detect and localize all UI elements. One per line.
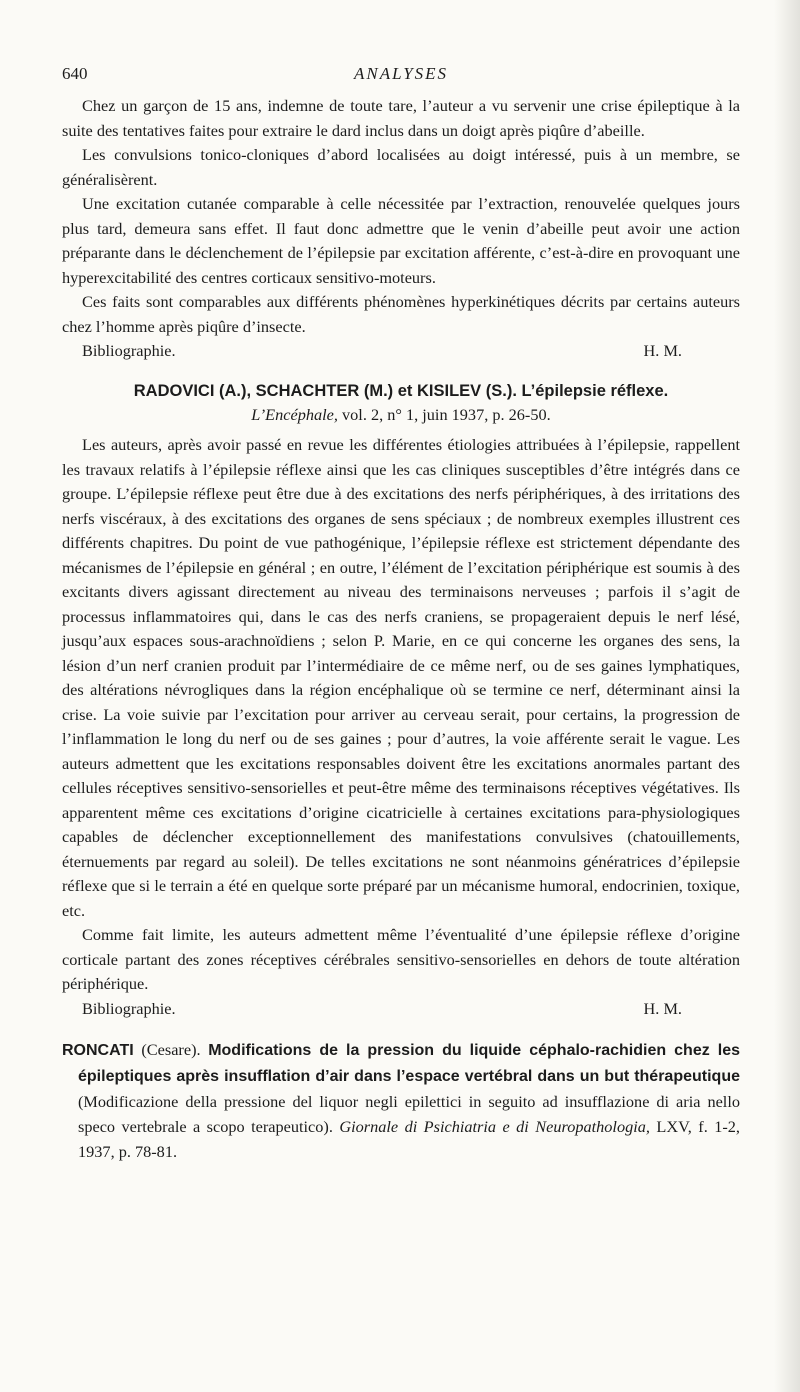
review-1-paragraph-2: Les convulsions tonico-cloniques d’abord localisées au doigt intéressé, puis à un membre, se généralisèrent. bbox=[62, 145, 740, 189]
page-header bbox=[62, 64, 740, 94]
review-2-paragraph-1: Les auteurs, après avoir passé en revue les différentes étiologies attribuées à l’épilepsie, rappellent les travaux relatifs à l’épilepsie réflexe ainsi que les cas cliniques susceptibles d’être intégrés dans ce groupe. L’épilepsie réflexe peut être due à des excitations des nerfs périphériques, à des irritations des nerfs viscéraux, à des excitations des organes de sens spéciaux ; de nombreux exemples illustrent ces différents chapitres. Du point de vue pathogénique, l’épilepsie réflexe est strictement dépendante des mécanismes de l’épilepsie en général ; en outre, l’élément de l’excitation périphérique est soumis à des excitants divers agissant directement au niveau des terminaisons nerveuses ; parfois il s’agit de processus inflammatoires qui, dans le cas des nerfs craniens, se propageraient depuis le nerf lésé, jusqu’aux espaces sous-arachnoïdiens ; selon P. Marie, en ce qui concerne les organes des sens, la lésion d’un nerf cranien produit par l’intermédiaire de ce même nerf, ou de ses gaines lymphatiques, des altérations névrogliques dans la région encéphalique où se termine ce nerf, déterminant ainsi la crise. La voie suivie par l’excitation pour arriver au cerveau serait, pour certains, la progression de l’inflammation le long du nerf ou de ses gaines ; pour d’autres, la voie afférente serait le vague. Les auteurs admettent que les excitations responsables doivent être les excitations anormales partant des cellules réceptives sensitivo-sensorielles et peut-être même des terminaisons réceptives végétatives. Ils apparentent même ces excitations d’origine cicatricielle à certaines excitations para-physiologiques capables de déclencher exceptionnellement des manifestations convulsives (chatouillements, éternuements par regard au soleil). De telles excitations ne sont néanmoins génératrices d’épilepsie réflexe que si le terrain a été en quelque sorte préparé par un mécanisme humoral, endocrinien, toxique, etc. bbox=[62, 435, 740, 920]
journal-citation: vol. 2, n° 1, juin 1937, p. 26-50. bbox=[337, 405, 551, 424]
journal-page bbox=[62, 64, 740, 1164]
reviewer-initials: H. M. bbox=[643, 341, 682, 360]
article-heading bbox=[62, 1037, 740, 1164]
article-title: Modifications de la pression du liquide céphalo-rachidien chez les épileptiques après insufflation d’air dans l’espace vertébral dans un but thérapeutique bbox=[78, 1041, 740, 1085]
running-title: ANALYSES bbox=[353, 64, 449, 83]
journal-name: L’Encéphale, bbox=[251, 405, 338, 424]
bibliography-label: Bibliographie. bbox=[82, 998, 176, 1018]
article-title: RADOVICI (A.), SCHACHTER (M.) et KISILEV (S.). L’épilepsie réflexe. bbox=[133, 382, 669, 400]
article-source bbox=[62, 403, 740, 427]
author-first-name: (Cesare). bbox=[133, 1039, 209, 1059]
review-1 bbox=[62, 94, 740, 365]
original-title: (Modificazione della pressione del liquor negli epilettici in seguito ad insufflazione di aria nello speco vertebrale a scopo terapeutico). bbox=[78, 1091, 740, 1136]
review-2-paragraph-2: Comme fait limite, les auteurs admettent même l’éventualité d’une épilepsie réflexe d’origine corticale partant des zones réceptives cérébrales sensitivo-sensorielles en dehors de toute altération périphérique. bbox=[62, 925, 740, 993]
review-1-signature-line bbox=[62, 339, 740, 365]
reviewer-initials: H. M. bbox=[643, 998, 682, 1018]
review-1-paragraph-1: Chez un garçon de 15 ans, indemne de toute tare, l’auteur a vu servenir une crise épileptique à la suite des tentatives faites pour extraire le dard inclus dans un doigt après piqûre d’abeille. bbox=[62, 96, 740, 140]
journal-name: Giornale di Psichiatria e di Neuropathologia, bbox=[339, 1116, 650, 1136]
review-2 bbox=[62, 379, 740, 1023]
review-1-paragraph-4: Ces faits sont comparables aux différents phénomènes hyperkinétiques décrits par certains auteurs chez l’homme après piqûre d’insecte. bbox=[62, 292, 740, 336]
author-name: RONCATI bbox=[62, 1041, 134, 1059]
page-number: 640 bbox=[62, 64, 88, 83]
review-3 bbox=[62, 1037, 740, 1164]
page-edge-shadow bbox=[774, 0, 800, 1392]
journal-citation: LXV, f. 1-2, 1937, p. 78-81. bbox=[78, 1116, 740, 1161]
review-2-signature-line bbox=[62, 997, 740, 1023]
review-1-paragraph-3: Une excitation cutanée comparable à celle nécessitée par l’extraction, renouvelée quelques jours plus tard, demeura sans effet. Il faut donc admettre que le venin d’abeille peut avoir une action préparante dans le déclenchement de l’épilepsie par excitation afférente, c’est-à-dire en provoquant une hyperexcitabilité des centres corticaux sensitivo-moteurs. bbox=[62, 194, 740, 287]
bibliography-label: Bibliographie. bbox=[82, 341, 176, 360]
